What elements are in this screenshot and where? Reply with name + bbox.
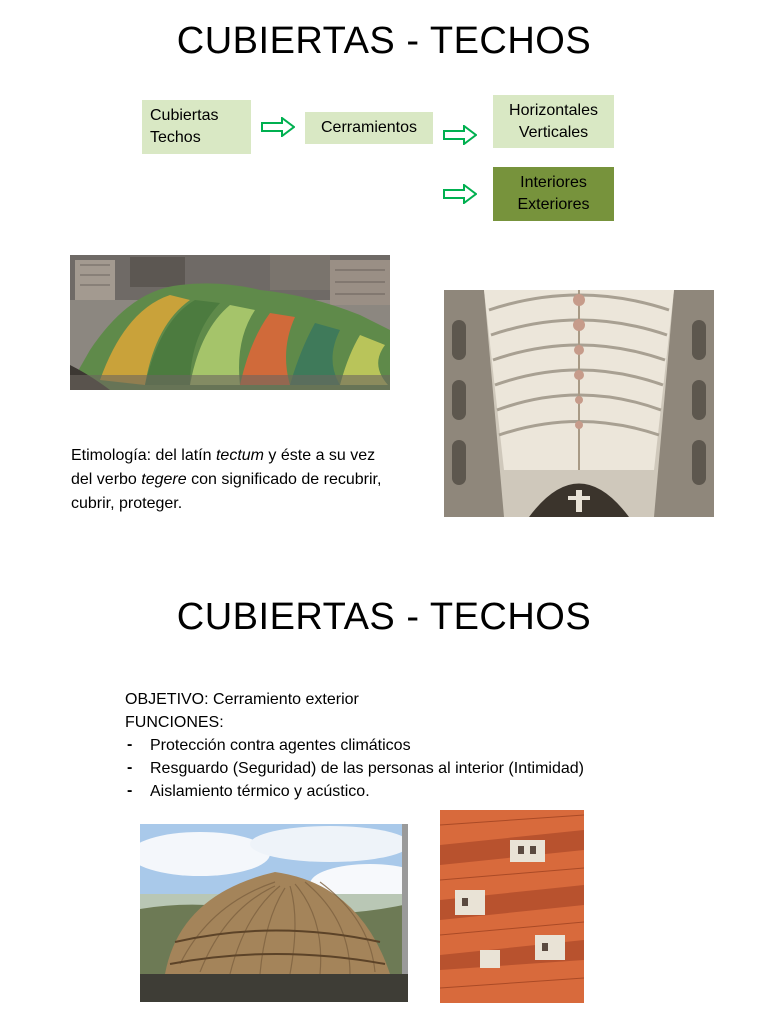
etymology-part-2: y éste a su vez del verbo xyxy=(71,447,376,488)
box-interiores-exteriores xyxy=(493,167,614,221)
box-line-horizontales: Horizontales xyxy=(509,101,598,119)
box-cerramientos xyxy=(305,112,433,144)
etymology-part-1: Etimología: del latín xyxy=(71,447,216,464)
functions-list xyxy=(125,734,685,803)
list-item: - Protección contra agentes climáticos xyxy=(125,734,685,757)
etymology-part-3: con significado de recubrir, cubrir, proteger. xyxy=(71,471,382,512)
list-item: - Resguardo (Seguridad) de las personas al interior (Intimidad) xyxy=(125,757,685,780)
objective-line: OBJETIVO: Cerramiento exterior xyxy=(125,691,359,708)
arrow-right-icon xyxy=(443,125,477,145)
functions-block xyxy=(125,688,685,803)
latin-word-tegere: tegere xyxy=(141,471,187,488)
box-horizontales-verticales xyxy=(493,95,614,148)
gothic-vault-photo xyxy=(444,290,714,517)
market-roof-photo xyxy=(70,255,390,390)
box-line-interiores: Interiores xyxy=(520,174,587,191)
etymology-text xyxy=(71,444,391,516)
thatched-hut-photo xyxy=(140,824,408,1002)
box-line-techos: Techos xyxy=(150,129,201,146)
arrow-right-icon xyxy=(261,117,295,137)
box-cubiertas-techos xyxy=(142,100,251,154)
list-item: - Aislamiento térmico y acústico. xyxy=(125,780,685,803)
tiled-rooftops-photo xyxy=(440,810,584,1003)
slide-1-title: CUBIERTAS - TECHOS xyxy=(176,20,592,62)
functions-label: FUNCIONES: xyxy=(125,714,224,731)
slide-2-title: CUBIERTAS - TECHOS xyxy=(176,596,592,638)
box-line-cubiertas: Cubiertas xyxy=(150,107,219,124)
box-line-verticales: Verticales xyxy=(518,123,589,141)
arrow-right-icon xyxy=(443,184,477,204)
latin-word-tectum: tectum xyxy=(215,447,264,464)
slide-2 xyxy=(0,578,768,1024)
box-line-exteriores: Exteriores xyxy=(517,196,590,213)
box-label-cerramientos: Cerramientos xyxy=(320,119,418,136)
